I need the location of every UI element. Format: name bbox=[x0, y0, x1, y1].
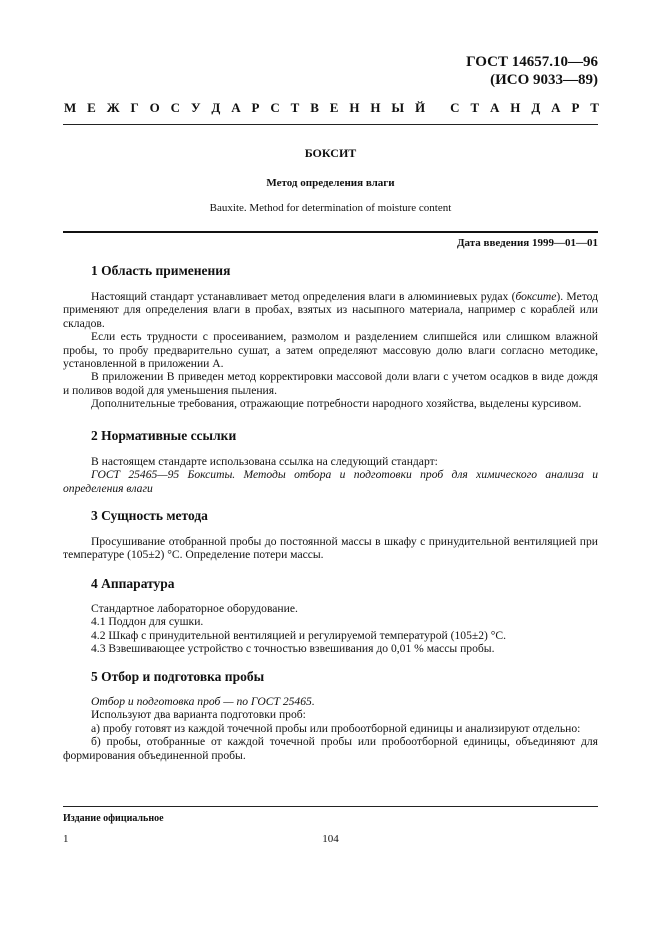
banner-letter: Т bbox=[590, 100, 599, 115]
banner-letter: Е bbox=[329, 100, 339, 115]
footer-left-number: 1 bbox=[63, 833, 69, 845]
section-4-item: 4.3 Взвешивающее устройство с точностью взвешивания до 0,01 % массы пробы. bbox=[91, 642, 495, 656]
banner-letter: Д bbox=[211, 100, 221, 115]
banner-letter: Й bbox=[415, 100, 426, 115]
page-number: 104 bbox=[322, 833, 339, 845]
banner-letter: С bbox=[450, 100, 460, 115]
section-3-body bbox=[63, 535, 598, 562]
section-5-heading: 5 Отбор и подготовка пробы bbox=[91, 669, 265, 684]
section-2-heading: 2 Нормативные ссылки bbox=[91, 428, 237, 443]
banner-letter: Е bbox=[87, 100, 96, 115]
section-5-paragraph-1: Отбор и подготовка проб — по ГОСТ 25465. bbox=[91, 695, 315, 708]
section-5-paragraph-2: Используют два варианта подготовки проб: bbox=[91, 708, 306, 722]
document-subtitle: Метод определения влаги bbox=[266, 177, 395, 189]
english-title: Bauxite. Method for determination of moisture content bbox=[209, 202, 452, 214]
banner-letter: Ы bbox=[391, 100, 405, 115]
banner-letter: В bbox=[310, 100, 319, 115]
section-2-paragraph-1: В настоящем стандарте использована ссылка на следующий стандарт: bbox=[91, 455, 438, 468]
section-4-item: 4.1 Поддон для сушки. bbox=[91, 615, 204, 629]
section-1-paragraph-3: В приложении В приведен метод корректировки массовой доли влаги с учетом осадков в виде дождя и поливов водой для уменьшения пыления. bbox=[63, 370, 598, 397]
banner-letter: М bbox=[64, 100, 77, 115]
banner-letter bbox=[436, 100, 439, 116]
banner-letter: С bbox=[170, 100, 181, 115]
section-4-body bbox=[63, 602, 598, 656]
section-5-option-a: а) пробу готовят из каждой точечной пробы или пробоотборной единицы и анализируют отдельно: bbox=[91, 721, 581, 735]
title-rule bbox=[63, 231, 598, 233]
banner-letter: Т bbox=[470, 100, 480, 115]
section-3-heading: 3 Сущность метода bbox=[91, 508, 208, 523]
document-title: БОКСИТ bbox=[304, 146, 357, 160]
banner-letter: Р bbox=[251, 100, 260, 115]
section-2-body bbox=[63, 455, 598, 495]
footer-rule bbox=[63, 806, 598, 807]
banner-letter: А bbox=[231, 100, 241, 115]
banner-letter: У bbox=[190, 100, 201, 115]
iso-number: (ИСО 9033—89) bbox=[490, 72, 598, 88]
official-edition-label: Издание официальное bbox=[63, 813, 164, 824]
banner-letter: Г bbox=[130, 100, 139, 115]
interstate-standard-banner bbox=[64, 100, 599, 116]
banner-letter: Н bbox=[349, 100, 360, 115]
header-rule bbox=[63, 124, 598, 125]
banner-letter: Р bbox=[571, 100, 580, 115]
section-4-item: 4.2 Шкаф с принудительной вентиляцией и регулируемой температурой (105±2) °С. bbox=[91, 628, 507, 642]
banner-letter: Н bbox=[370, 100, 381, 115]
section-1-body bbox=[63, 290, 598, 411]
section-1-paragraph-1: Настоящий стандарт устанавливает метод определения влаги в алюминиевых рудах (боксите). Метод применяют для определения влаги в пробах, взятых из насыпного материала, например с кораблей или складов. bbox=[63, 290, 598, 330]
section-1-paragraph-2: Если есть трудности с просеиванием, размолом и разделением слипшейся или слишком влажной пробы, то пробу предварительно сушат, а затем определяют массовую долю влаги согласно методике, установленной в приложении А. bbox=[63, 330, 598, 371]
section-5-option-b: б) пробы, отобранные от каждой точечной пробы или пробоотборной единицы, объединяют для формирования объединенной пробы. bbox=[63, 735, 598, 762]
effective-date: Дата введения 1999—01—01 bbox=[456, 237, 598, 249]
section-3-paragraph-1: Просушивание отобранной пробы до постоянной массы в шкафу с принудительной вентиляцией при температуре (105±2) °С. Определение потери массы. bbox=[63, 535, 598, 562]
banner-letter: А bbox=[551, 100, 561, 115]
banner-letter: Д bbox=[531, 100, 541, 115]
banner-letter: Ж bbox=[106, 100, 120, 115]
section-5-body bbox=[63, 695, 598, 762]
section-1-paragraph-4: Дополнительные требования, отражающие потребности народного хозяйства, выделены курсивом. bbox=[91, 397, 582, 411]
section-4-heading: 4 Аппаратура bbox=[91, 576, 175, 591]
banner-letter: Т bbox=[290, 100, 300, 115]
section-2-reference: ГОСТ 25465—95 Бокситы. Методы отбора и подготовки проб для химического анализа и определения влаги bbox=[63, 468, 598, 495]
section-1-heading: 1 Область применения bbox=[91, 263, 231, 278]
doc-number: ГОСТ 14657.10—96 bbox=[466, 54, 598, 70]
banner-letter: О bbox=[149, 100, 160, 115]
banner-letter: Н bbox=[510, 100, 521, 115]
banner-letter: А bbox=[490, 100, 500, 115]
section-4-paragraph-1: Стандартное лабораторное оборудование. bbox=[91, 602, 298, 615]
banner-letter: С bbox=[270, 100, 280, 115]
